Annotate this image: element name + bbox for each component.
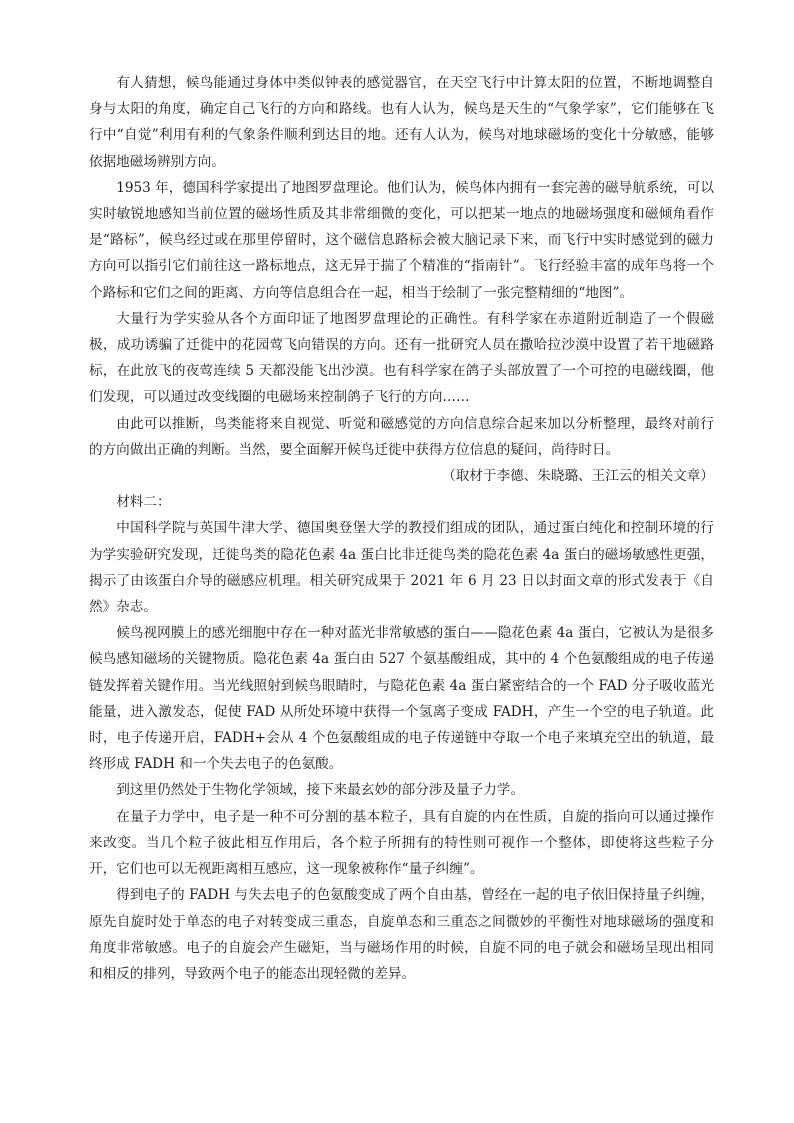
material-2-paragraph-2: 候鸟视网膜上的感光细胞中存在一种对蓝光非常敏感的蛋白——隐花色素 4a 蛋白，它被认为是很多候鸟感知磁场的关键物质。隐花色素 4a 蛋白由 527 个氨基酸组成，其中的 4 个色氨酸组成的电子传递链发挥着关键作用。当光线照射到候鸟眼睛时，与隐花色素 4a 蛋白紧密结合的一个 FAD 分子吸收蓝光能量，进入激发态，促使 FAD 从所处环境中获得一个氢离子变成 FADH，产生一个空的电子轨道。此时，电子传递开启，FADH+会从 4 个色氨酸组成的电子传递链中夺取一个电子来填充空出的轨道，最终形成 FADH 和一个失去电子的色氨酸。 <box>89 625 714 773</box>
paragraph-1: 有人猜想，候鸟能通过身体中类似钟表的感觉器官，在天空飞行中计算太阳的位置，不断地调整自身与太阳的角度，确定自己飞行的方向和路线。也有人认为，候鸟是天生的“气象学家”，它们能够在飞行中“自觉”利用有利的气象条件顺利到达目的地。还有人认为，候鸟对地球磁场的变化十分敏感，能够依据地磁场辨别方向。 <box>89 75 714 170</box>
material-2-paragraph-4: 在量子力学中，电子是一种不可分割的基本粒子，具有自旋的内在性质，自旋的指向可以通过操作来改变。当几个粒子彼此相互作用后，各个粒子所拥有的特性则可视作一个整体，即使将这些粒子分开，它们也可以无视距离相互感应，这一现象被称作“量子纠缠”。 <box>89 808 714 878</box>
paragraph-3: 大量行为学实验从各个方面印证了地图罗盘理论的正确性。有科学家在赤道附近制造了一个假磁极，成功诱骗了迁徙中的花园莺飞向错误的方向。还有一批研究人员在撒哈拉沙漠中设置了若干地磁路标，在此放飞的夜莺连续 5 天都没能飞出沙漠。也有科学家在鸽子头部放置了一个可控的电磁线圈，他们发现，可以通过改变线圈的电磁场来控制鸽子飞行的方向…… <box>89 310 714 406</box>
material-2-paragraph-5: 得到电子的 FADH 与失去电子的色氨酸变成了两个自由基，曾经在一起的电子依旧保持量子纠缠，原先自旋时处于单态的电子对转变成三重态，自旋单态和三重态之间微妙的平衡性对地球磁场的强度和角度非常敏感。电子的自旋会产生磁矩，当与磁场作用的时候，自旋不同的电子就会和磁场呈现出相同和相反的排列，导致两个电子的能态出现轻微的差异。 <box>89 887 714 982</box>
material-2-heading: 材料二： <box>116 494 171 511</box>
paragraph-2: 1953 年，德国科学家提出了地图罗盘理论。他们认为，候鸟体内拥有一套完善的磁导航系统，可以实时敏锐地感知当前位置的磁场性质及其非常细微的变化，可以把某一地点的地磁场强度和磁倾角看作是“路标”，候鸟经过或在那里停留时，这个磁信息路标会被大脑记录下来，而飞行中实时感觉到的磁力方向可以指引它们前往这一路标地点，这无异于揣了个精准的“指南针”。飞行经验丰富的成年鸟将一个个路标和它们之间的距离、方向等信息组合在一起，相当于绘制了一张完整精细的“地图”。 <box>89 179 714 301</box>
material-2-paragraph-1: 中国科学院与英国牛津大学、德国奥登堡大学的教授们组成的团队，通过蛋白纯化和控制环境的行为学实验研究发现，迁徙鸟类的隐花色素 4a 蛋白比非迁徙鸟类的隐花色素 4a 蛋白的磁场敏感性更强，揭示了由该蛋白介导的磁感应机理。相关研究成果于 2021 年 6 月 23 日以封面文章的形式发表于《自然》杂志。 <box>89 520 714 616</box>
paragraph-4: 由此可以推断，鸟类能将来自视觉、听觉和磁感觉的方向信息综合起来加以分析整理，最终对前行的方向做出正确的判断。当然，要全面解开候鸟迁徙中获得方位信息的疑问，尚待时日。 <box>89 415 714 458</box>
source-attribution: （取材于李德、朱晓璐、王江云的相关文章） <box>442 468 714 485</box>
material-2-paragraph-3: 到这里仍然处于生物化学领域，接下来最玄妙的部分涉及量子力学。 <box>116 782 524 799</box>
document-page <box>89 70 714 987</box>
